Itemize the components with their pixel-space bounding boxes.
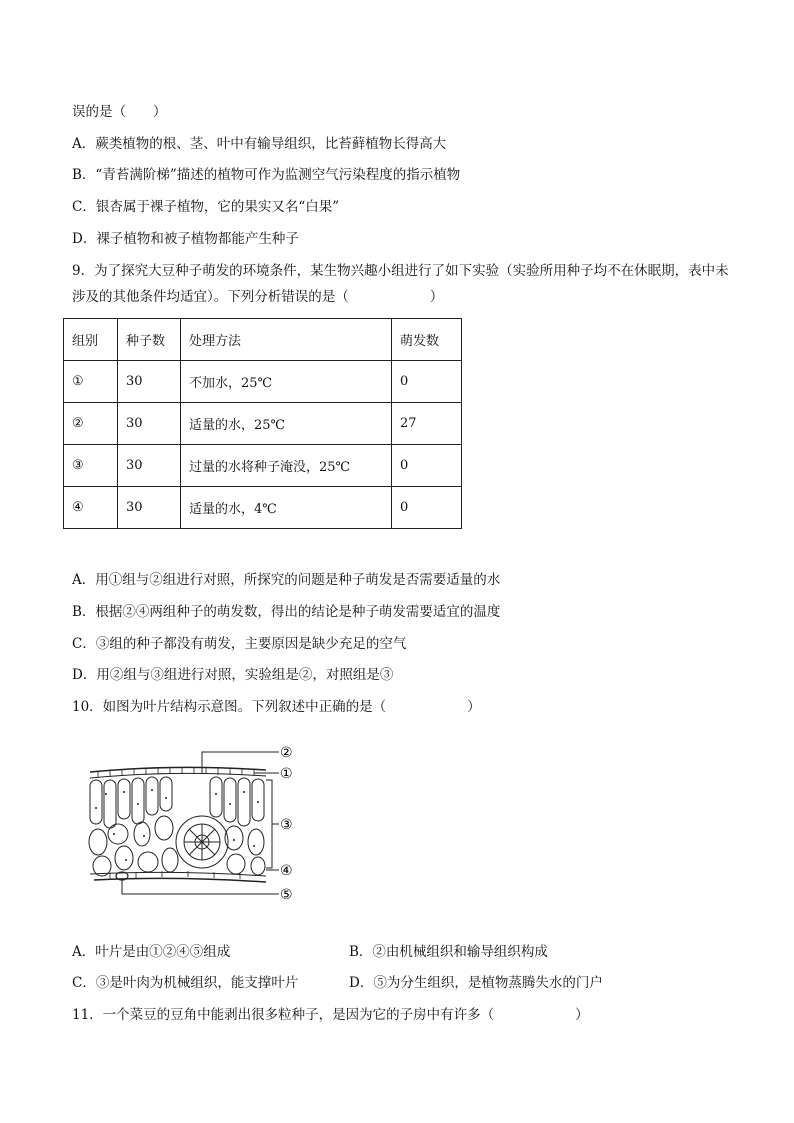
table-row [64,445,462,487]
table-cell: 27 [392,403,462,445]
table-cell: ③ [64,445,118,487]
table-cell: 30 [118,361,181,403]
q10-option-a: A．叶片是由①②④⑤组成 [72,944,231,960]
q9-option-a: A．用①组与②组进行对照，所探究的问题是种子萌发是否需要适量的水 [72,572,501,588]
q10-option-c: C．③是叶肉为机械组织，能支撑叶片 [72,975,299,991]
leaf-structure-figure [84,742,314,904]
q8-stem-tail: 误的是（ ） [72,104,167,120]
table-row [64,487,462,529]
q9-stem: 9．为了探究大豆种子萌发的环境条件，某生物兴趣小组进行了如下实验（实验所用种子均不在休眠期，表中未涉及的其他条件均适宜）。下列分析错误的是（ ） [72,263,729,305]
table-header-cell: 组别 [64,319,118,361]
q9-option-b: B．根据②④两组种子的萌发数，得出的结论是种子萌发需要适宜的温度 [72,604,501,620]
q8-option-a: A．蕨类植物的根、茎、叶中有输导组织，比苔藓植物长得高大 [72,136,447,152]
q9-option-c: C．③组的种子都没有萌发，主要原因是缺少充足的空气 [72,636,407,652]
q8-option-b: B．“青苔满阶梯”描述的植物可作为监测空气污染程度的指示植物 [72,167,461,183]
table-cell: 适量的水，4℃ [181,487,392,529]
table-header-cell: 处理方法 [181,319,392,361]
figure-label-5: ⑤ [280,887,293,903]
table-cell: 过量的水将种子淹没，25℃ [181,445,392,487]
table-cell: 30 [118,445,181,487]
table-cell: ④ [64,487,118,529]
q8-option-c: C．银杏属于裸子植物，它的果实又名“白果” [72,199,340,215]
q10-option-d: D．⑤为分生组织，是植物蒸腾失水的门户 [349,975,603,991]
table-row [64,403,462,445]
table-cell: 30 [118,487,181,529]
q8-option-d: D．裸子植物和被子植物都能产生种子 [72,231,299,247]
figure-label-4: ④ [280,863,293,879]
table-cell: ① [64,361,118,403]
q11-stem: 11．一个菜豆的豆角中能剥出很多粒种子，是因为它的子房中有许多（ ） [72,1007,589,1023]
figure-label-2: ② [280,745,293,761]
q9-experiment-table [63,318,462,529]
q9-option-d: D．用②组与③组进行对照，实验组是②，对照组是③ [72,667,394,683]
q10-option-b: B．②由机械组织和输导组织构成 [349,944,548,960]
figure-label-3: ③ [280,817,293,833]
table-cell: 0 [392,361,462,403]
table-cell: 不加水，25℃ [181,361,392,403]
table-row [64,361,462,403]
table-header-cell: 萌发数 [392,319,462,361]
table-cell: 0 [392,445,462,487]
table-cell: 30 [118,403,181,445]
table-header-row [64,319,462,361]
table-cell: 适量的水，25℃ [181,403,392,445]
table-cell: ② [64,403,118,445]
table-header-cell: 种子数 [118,319,181,361]
figure-label-1: ① [280,766,293,782]
q10-stem: 10．如图为叶片结构示意图。下列叙述中正确的是（ ） [72,699,481,715]
table-cell: 0 [392,487,462,529]
